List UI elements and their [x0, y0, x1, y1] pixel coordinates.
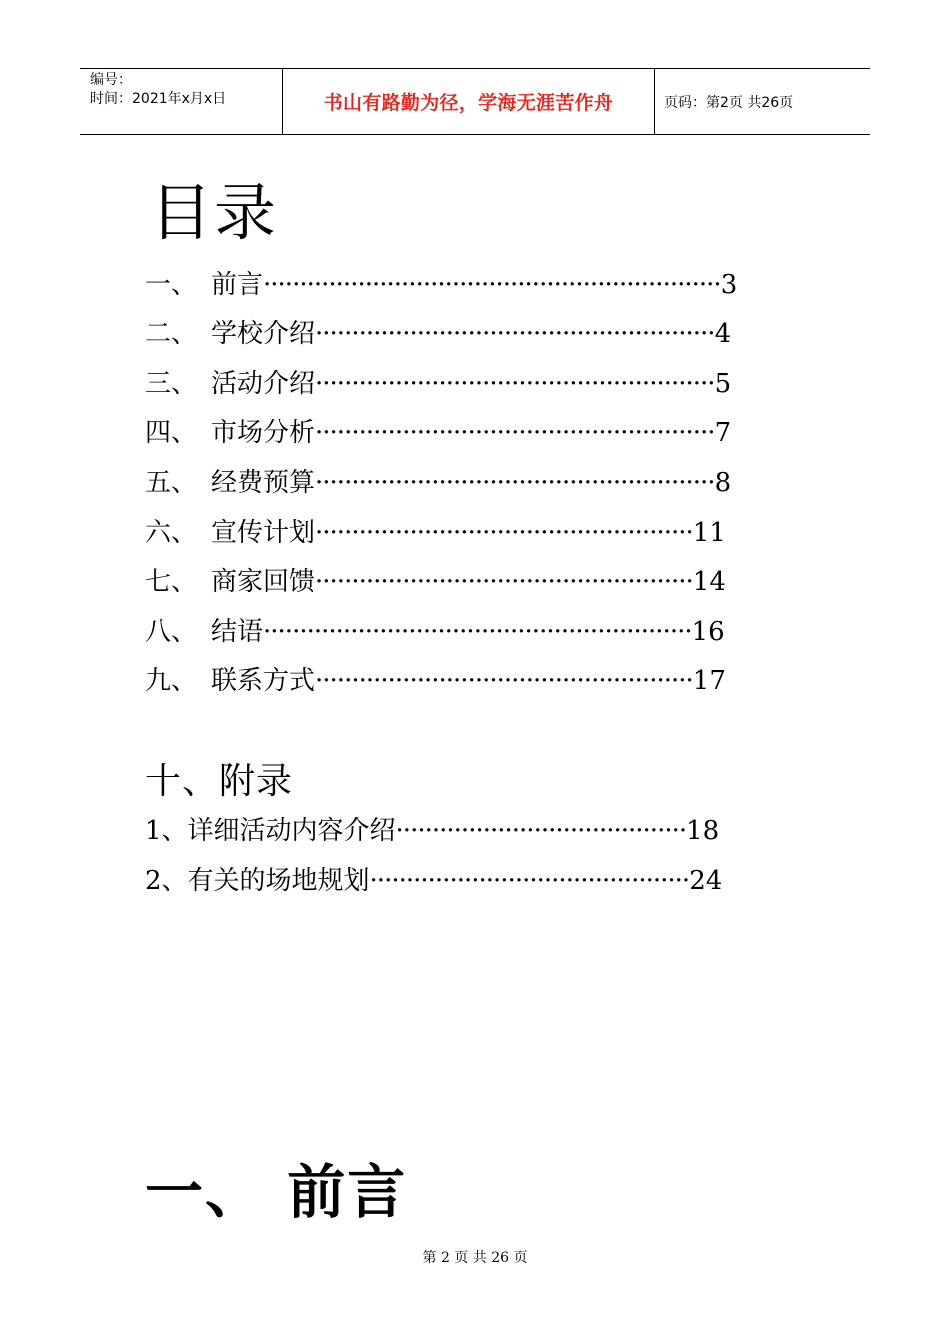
toc-item-text: 商家回馈 — [211, 567, 316, 597]
appendix-item[interactable] — [145, 864, 722, 898]
toc-item-text: 市场分析 — [211, 418, 316, 448]
appendix-item-dots: ············································ — [369, 866, 690, 896]
toc-item-page: 16 — [691, 617, 725, 647]
toc-item-number: 二、 — [145, 319, 198, 349]
section-heading: 一、 前言 — [145, 1158, 408, 1226]
toc-item-dots: ······················································· — [315, 468, 715, 498]
toc-item-page: 3 — [720, 270, 738, 300]
toc-item[interactable] — [145, 268, 737, 302]
number-label: 编号： — [90, 72, 132, 88]
appendix-item-page: 24 — [689, 866, 723, 896]
appendix-item-text: 2、有关的场地规划 — [145, 866, 370, 896]
toc-item-number: 六、 — [145, 518, 198, 548]
toc-item-dots: ······················································· — [315, 369, 715, 399]
toc-item-dots: ··························································· — [263, 617, 692, 647]
toc-item-number: 一、 — [145, 270, 198, 300]
toc-item-page: 5 — [714, 369, 732, 399]
toc-item-text: 学校介绍 — [211, 319, 316, 349]
header-page-info: 页码：第2页 共26页 — [664, 94, 794, 111]
document-header — [80, 68, 870, 135]
toc-item[interactable] — [145, 664, 726, 698]
toc-item-number: 七、 — [145, 567, 198, 597]
toc-item-page: 11 — [692, 518, 726, 548]
toc-item[interactable] — [145, 516, 726, 550]
appendix-item-text: 1、详细活动内容介绍 — [145, 816, 396, 846]
toc-item-page: 17 — [692, 666, 726, 696]
toc-item-text: 结语 — [211, 617, 264, 647]
toc-item-number: 四、 — [145, 418, 198, 448]
appendix-item-dots: ········································ — [395, 816, 687, 846]
toc-item-dots: ···················································· — [315, 666, 693, 696]
toc-item-dots: ······················································· — [315, 319, 715, 349]
toc-item[interactable] — [145, 565, 726, 599]
toc-item-text: 宣传计划 — [211, 518, 316, 548]
toc-item-number: 九、 — [145, 666, 198, 696]
toc-item-page: 14 — [692, 567, 726, 597]
toc-item-number: 五、 — [145, 468, 198, 498]
toc-title: 目录 — [150, 176, 279, 249]
toc-item-dots: ······························································· — [263, 270, 721, 300]
date-label: 时间：2021年x月x日 — [90, 91, 227, 107]
appendix-title: 十、附录 — [145, 761, 294, 802]
header-left-cell — [80, 69, 282, 134]
toc-item[interactable] — [145, 416, 731, 450]
toc-item-page: 4 — [714, 319, 732, 349]
toc-item[interactable] — [145, 317, 731, 351]
appendix-item-page: 18 — [686, 816, 720, 846]
toc-item[interactable] — [145, 615, 725, 649]
toc-item-number: 三、 — [145, 369, 198, 399]
toc-item-text: 活动介绍 — [211, 369, 316, 399]
toc-item-text: 经费预算 — [211, 468, 316, 498]
toc-item[interactable] — [145, 367, 731, 401]
toc-item-text: 前言 — [211, 270, 264, 300]
toc-item-number: 八、 — [145, 617, 198, 647]
toc-item-dots: ······················································· — [315, 418, 715, 448]
toc-item-text: 联系方式 — [211, 666, 316, 696]
header-motto: 书山有路勤为径，学海无涯苦作舟 — [282, 69, 655, 134]
toc-item-page: 8 — [714, 468, 732, 498]
toc-item-page: 7 — [714, 418, 732, 448]
toc-item-dots: ···················································· — [315, 518, 693, 548]
toc-item[interactable] — [145, 466, 731, 500]
toc-item-dots: ···················································· — [315, 567, 693, 597]
page-footer: 第 2 页 共 26 页 — [422, 1250, 528, 1266]
appendix-item[interactable] — [145, 814, 719, 848]
